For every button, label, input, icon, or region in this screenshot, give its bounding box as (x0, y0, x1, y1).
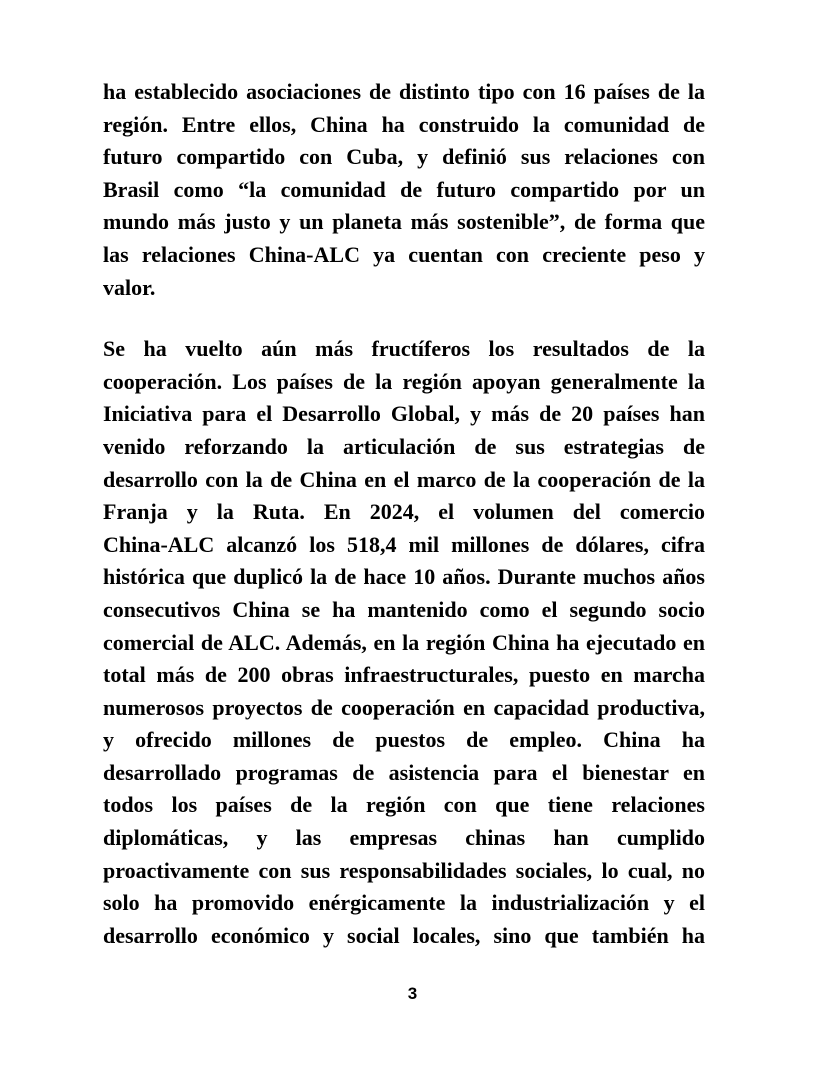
text-line: las relaciones China-ALC ya cuentan con creciente peso y (103, 241, 705, 267)
text-line: valor. (103, 274, 156, 300)
text-line: venido reforzando la articulación de sus estrategias de (103, 433, 705, 459)
text-line: consecutivos China se ha mantenido como el segundo socio (103, 596, 705, 622)
text-line: China-ALC alcanzó los 518,4 mil millones de dólares, cifra (103, 531, 705, 557)
text-line: y ofrecido millones de puestos de empleo. China ha (103, 727, 705, 753)
text-line: todos los países de la región con que tiene relaciones (103, 792, 705, 818)
text-line: comercial de ALC. Además, en la región China ha ejecutado en (103, 629, 705, 655)
text-line: Iniciativa para el Desarrollo Global, y más de 20 países han (103, 401, 705, 427)
text-line: ha establecido asociaciones de distinto tipo con 16 países de la (103, 79, 705, 104)
text-line: mundo más justo y un planeta más sostenible”, de forma que (103, 209, 705, 235)
text-line: cooperación. Los países de la región apoyan generalmente la (103, 368, 705, 394)
page-number: 3 (407, 984, 418, 1003)
text-line: Se ha vuelto aún más fructíferos los resultados de la (103, 336, 705, 362)
text-line: futuro compartido con Cuba, y definió sus relaciones con (103, 144, 705, 170)
text-line: desarrollado programas de asistencia para el bienestar en (103, 759, 705, 785)
text-line: histórica que duplicó la de hace 10 años. Durante muchos años (103, 564, 705, 590)
text-line: región. Entre ellos, China ha construido la comunidad de (103, 111, 705, 137)
text-line: diplomáticas, y las empresas chinas han cumplido (103, 825, 705, 851)
page-body (103, 76, 705, 981)
text-line: desarrollo con la de China en el marco de la cooperación de la (103, 466, 705, 492)
text-line: proactivamente con sus responsabilidades sociales, lo cual, no (103, 857, 705, 883)
text-line: solo ha promovido enérgicamente la industrialización y el (103, 890, 705, 916)
paragraph (103, 333, 705, 952)
text-line: numerosos proyectos de cooperación en capacidad productiva, (103, 694, 705, 720)
text-line: Franja y la Ruta. En 2024, el volumen del comercio (103, 499, 705, 525)
text-line: total más de 200 obras infraestructurales, puesto en marcha (103, 662, 705, 688)
text-line: Brasil como “la comunidad de futuro compartido por un (103, 176, 705, 202)
paragraph (103, 76, 705, 304)
text-line: desarrollo económico y social locales, sino que también ha (103, 922, 705, 948)
